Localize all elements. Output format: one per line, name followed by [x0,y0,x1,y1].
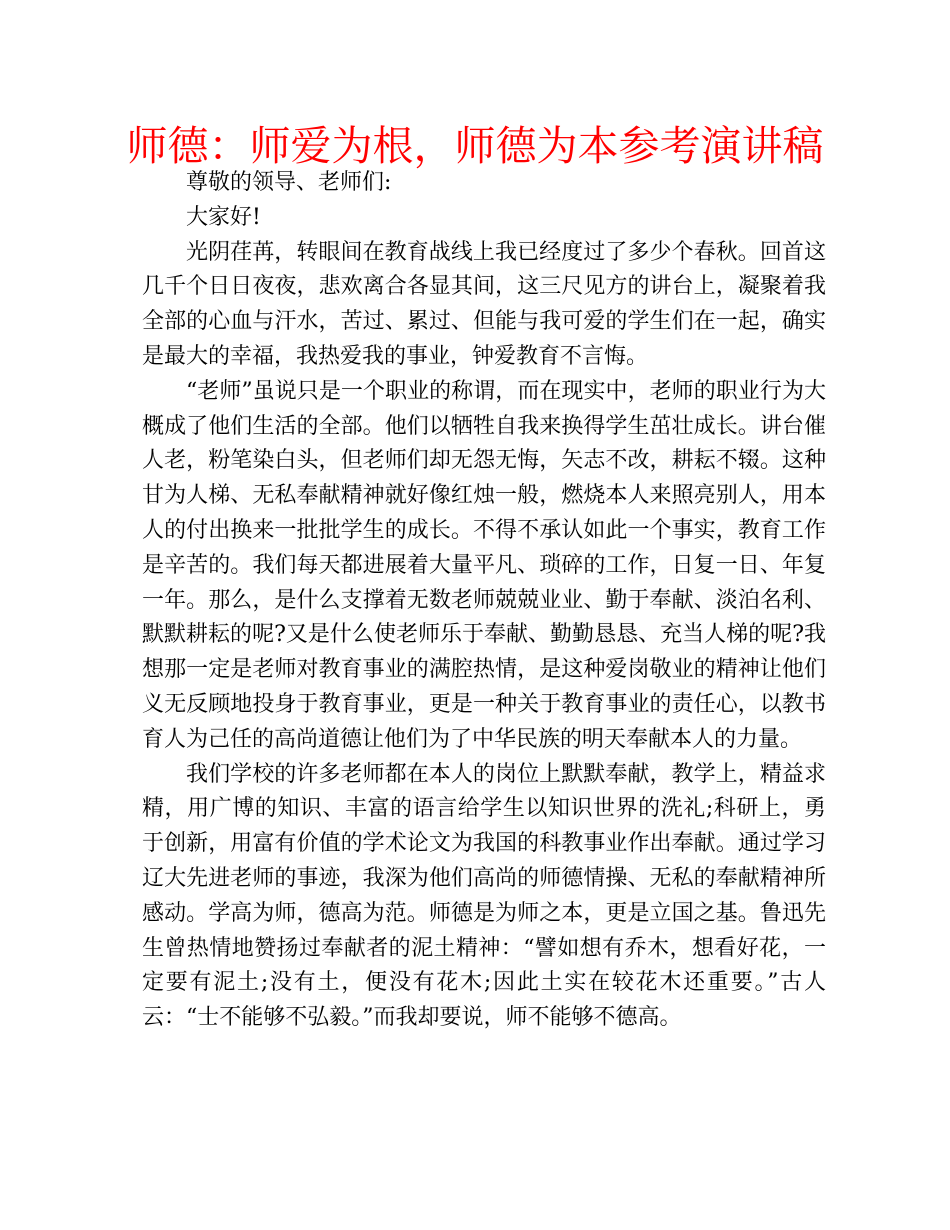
paragraph: 我们学校的许多老师都在本人的岗位上默默奉献，教学上，精益求精，用广博的知识、丰富的语言给学生以知识世界的洗礼;科研上，勇于创新，用富有价值的学术论文为我国的科教事业作出奉献。通过学习辽大先进老师的事迹，我深为他们高尚的师德情操、无私的奉献精神所感动。学高为师，德高为范。师德是为师之本，更是立国之基。鲁迅先生曾热情地赞扬过奉献者的泥土精神：“譬如想有乔木，想看好花，一定要有泥土;没有土，便没有花木;因此土实在较花木还重要。”古人云：“士不能够不弘毅。”而我却要说，师不能够不德高。 [142,761,826,1031]
paragraph: 光阴荏苒，转眼间在教育战线上我已经度过了多少个春秋。回首这几千个日日夜夜，悲欢离合各显其间，这三尺见方的讲台上，凝聚着我全部的心血与汗水，苦过、累过、但能与我可爱的学生们在一起，确实是最大的幸福，我热爱我的事业，钟爱教育不言悔。 [142,239,826,369]
greeting: 大家好! [186,204,261,230]
salutation: 尊敬的领导、老师们: [186,170,392,195]
document-title: 师德：师爱为根，师德为本参考演讲稿 [126,122,824,170]
paragraph: “老师”虽说只是一个职业的称谓，而在现实中，老师的职业行为大概成了他们生活的全部。他们以牺牲自我来换得学生茁壮成长。讲台催人老，粉笔染白头，但老师们却无怨无悔，矢志不改，耕耘不辍。这种甘为人梯、无私奉献精神就好像红烛一般，燃烧本人来照亮别人，用本人的付出换来一批批学生的成长。不得不承认如此一个事实，教育工作是辛苦的。我们每天都进展着大量平凡、琐碎的工作，日复一日、年复一年。那么，是什么支撑着无数老师兢兢业业、勤于奉献、淡泊名利、默默耕耘的呢?又是什么使老师乐于奉献、勤勤恳恳、充当人梯的呢?我想那一定是老师对教育事业的满腔热情，是这种爱岗敬业的精神让他们义无反顾地投身于教育事业，更是一种关于教育事业的责任心，以教书育人为己任的高尚道德让他们为了中华民族的明天奉献本人的力量。 [142,378,826,752]
document-body [142,166,826,1036]
